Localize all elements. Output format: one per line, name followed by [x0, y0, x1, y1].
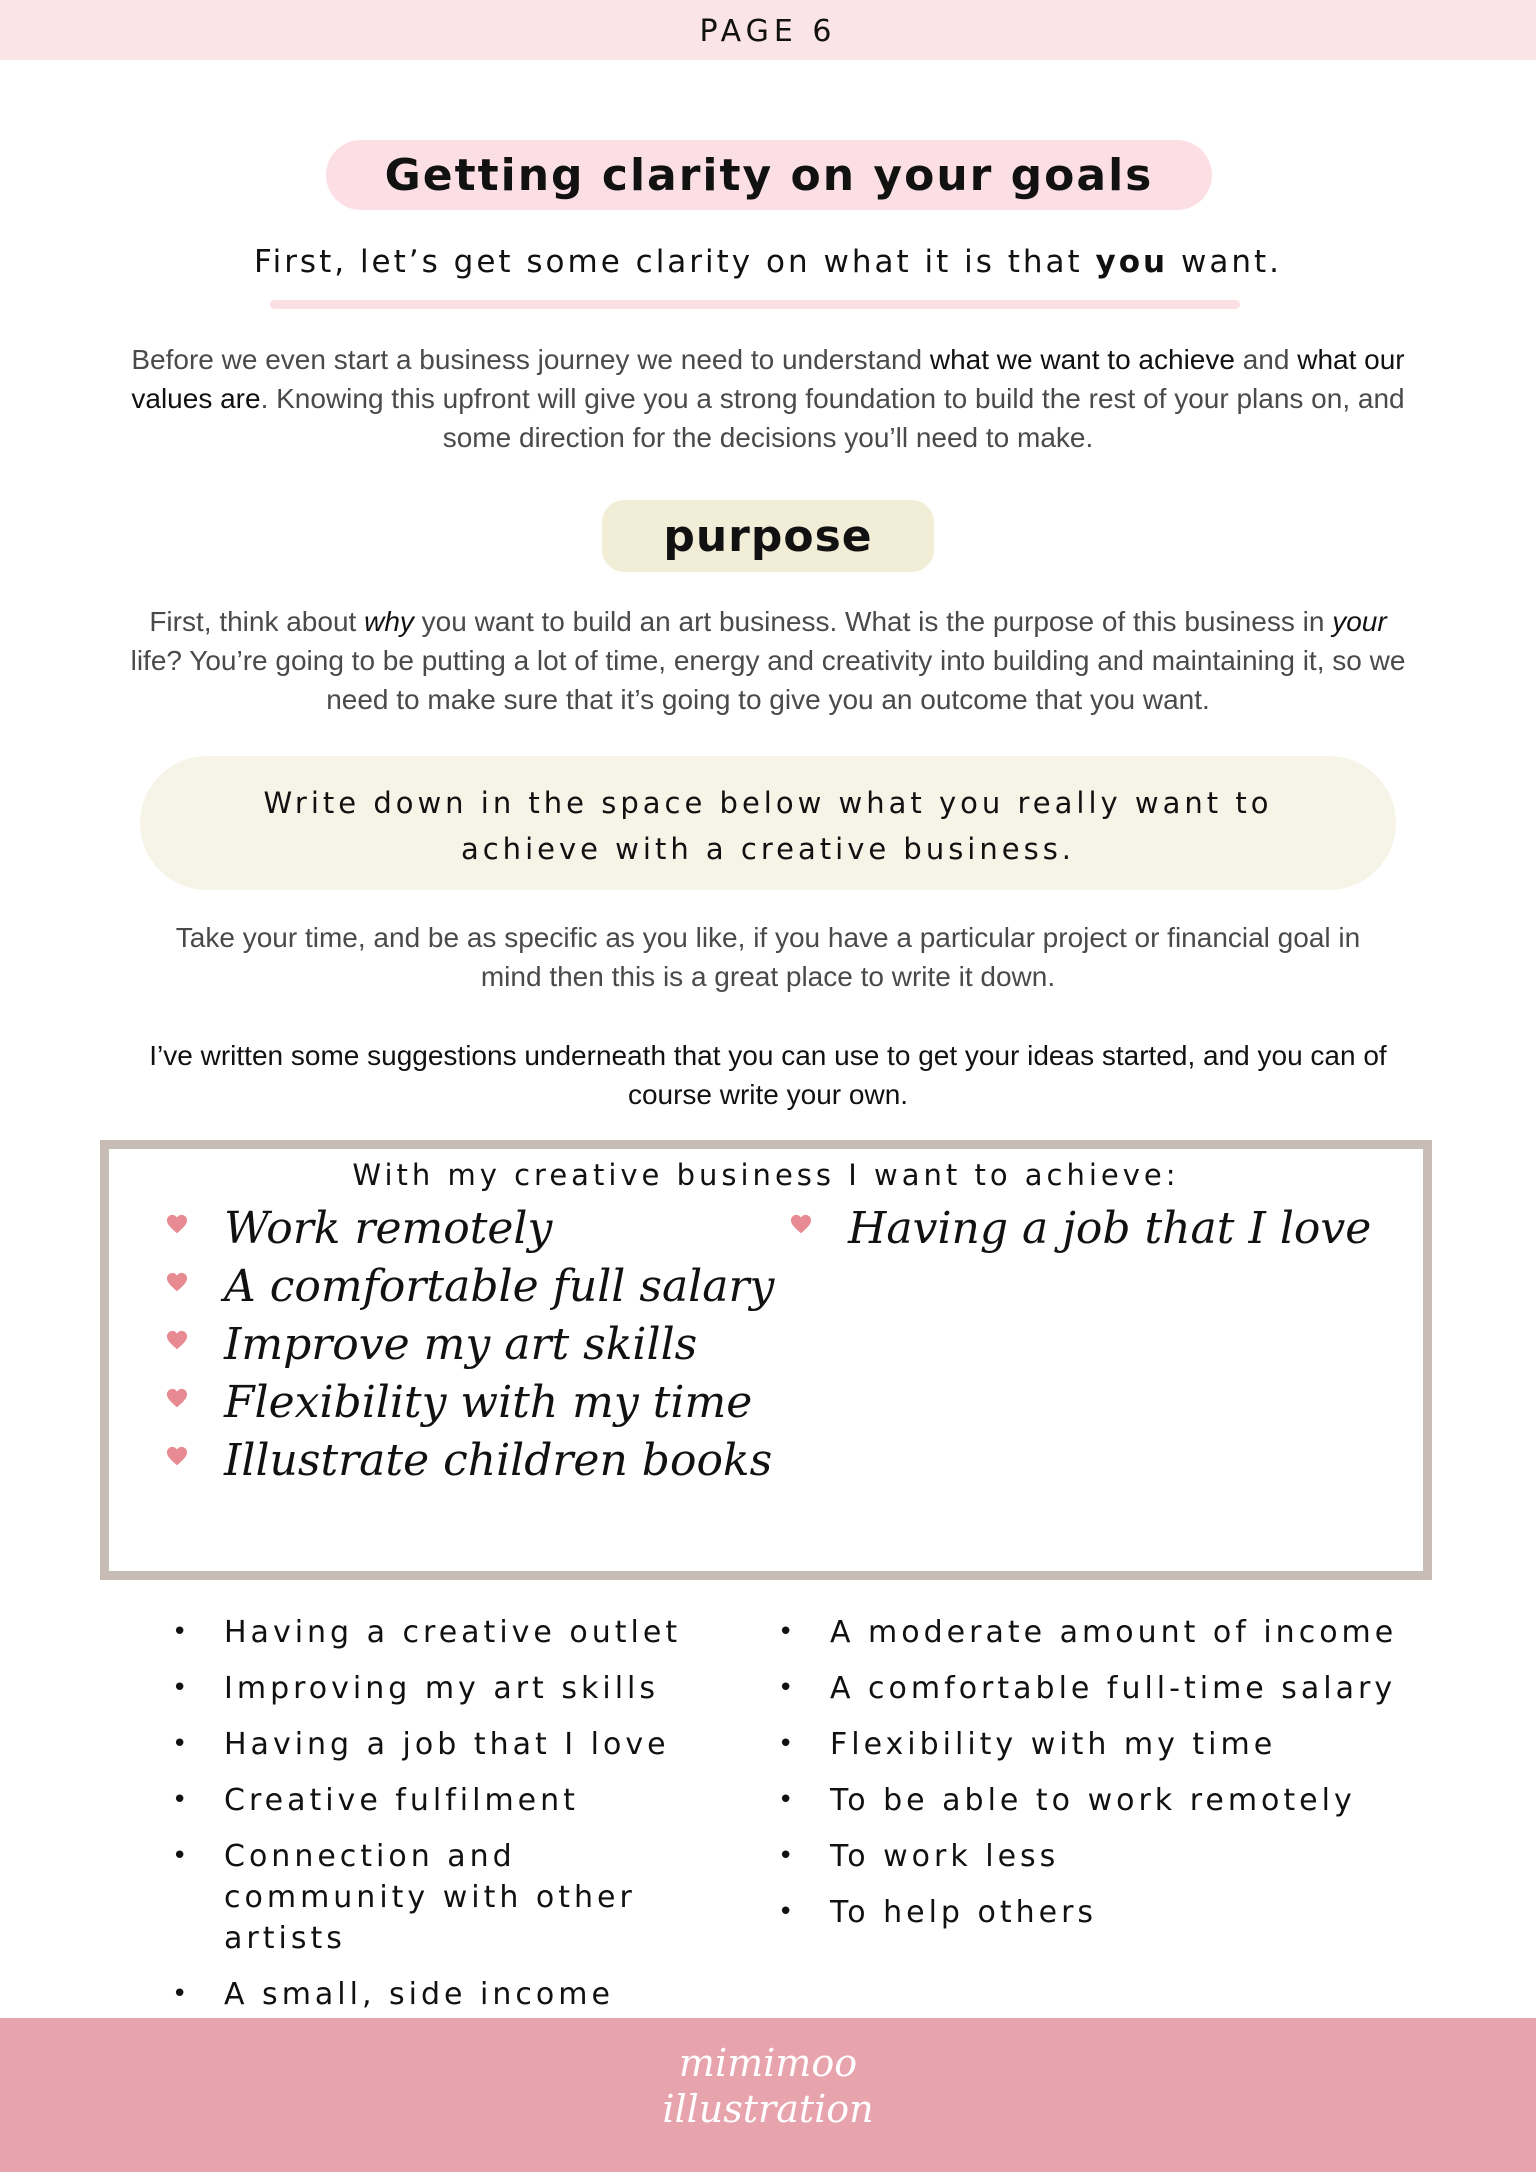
suggestion-text: Improving my art skills	[224, 1671, 659, 1706]
suggestion-text: A moderate amount of income	[830, 1615, 1398, 1650]
suggestion-text: A comfortable full-time salary	[830, 1671, 1397, 1706]
written-goal	[166, 1200, 774, 1258]
suggestion-item	[172, 1780, 732, 1821]
bullet-icon: •	[172, 1673, 192, 1703]
suggestion-item	[172, 1974, 732, 2015]
heart-icon	[166, 1330, 188, 1352]
bullet-icon: •	[778, 1897, 798, 1927]
title-highlight	[326, 140, 1212, 210]
suggestion-item	[172, 1668, 732, 1709]
bullet-icon: •	[778, 1673, 798, 1703]
brand-logo	[0, 2040, 1536, 2132]
bullet-icon: •	[778, 1841, 798, 1871]
intro-text-2: and	[1234, 344, 1298, 375]
suggestion-text: Having a job that I love	[224, 1727, 670, 1762]
heart-icon	[166, 1388, 188, 1410]
suggestion-item	[778, 1836, 1398, 1877]
suggestions-left	[172, 1612, 732, 2030]
bullet-icon: •	[778, 1617, 798, 1647]
suggestion-text: Creative fulfilment	[224, 1783, 579, 1818]
subtitle	[0, 244, 1536, 280]
written-goal-text: Improve my art skills	[224, 1319, 698, 1370]
suggestion-item	[172, 1836, 732, 1959]
prompt	[140, 780, 1396, 872]
written-goal-text: Illustrate children books	[224, 1435, 773, 1486]
suggestion-text: Having a creative outlet	[224, 1615, 682, 1650]
purpose-highlight	[602, 500, 934, 572]
subtitle-underline	[270, 300, 1240, 309]
intro-text-1: Before we even start a business journey we need to understand	[131, 344, 930, 375]
written-goal-text: Flexibility with my time	[224, 1377, 753, 1428]
purpose-text-3: life? You’re going to be putting a lot of time, energy and creativity into building and maintaining it, so we need to make sure that it’s going to give you an outcome that you want.	[130, 645, 1406, 715]
suggestion-text: To work less	[830, 1839, 1060, 1874]
suggestion-text: A small, side income	[224, 1977, 614, 2012]
suggestion-item	[172, 1612, 732, 1653]
heart-icon	[166, 1272, 188, 1294]
prompt-line-1: Write down in the space below what you really want to	[263, 786, 1273, 820]
bullet-icon: •	[172, 1729, 192, 1759]
subtitle-emphasis: you	[1095, 244, 1169, 280]
purpose-italic-1: why	[364, 606, 414, 637]
written-goals-left	[166, 1200, 774, 1490]
suggestion-text: Connection and community with other artists	[224, 1839, 636, 1956]
written-goal	[166, 1316, 774, 1374]
suggestions-intro: I’ve written some suggestions underneath that you can use to get your ideas started, and you can of course write your own.	[149, 1040, 1387, 1110]
written-goal	[166, 1258, 774, 1316]
take-time-paragraph: Take your time, and be as specific as you like, if you have a particular project or financial goal in mind then this is a great place to write it down.	[175, 922, 1361, 992]
box-heading: With my creative business I want to achieve:	[352, 1158, 1180, 1192]
written-goal	[166, 1374, 774, 1432]
bullet-icon: •	[778, 1729, 798, 1759]
subtitle-after: want.	[1168, 244, 1282, 280]
written-goal-text: Having a job that I love	[848, 1203, 1372, 1254]
bullet-icon: •	[172, 1617, 192, 1647]
intro-text-3: . Knowing this upfront will give you a strong foundation to build the rest of your plans on, and some direction for the decisions you’ll need to make.	[260, 383, 1405, 453]
page-number: PAGE 6	[699, 14, 837, 49]
heart-icon	[790, 1214, 812, 1236]
suggestion-item	[778, 1892, 1398, 1933]
suggestion-item	[172, 1724, 732, 1765]
written-goal-text: Work remotely	[224, 1203, 553, 1254]
purpose-heading: purpose	[663, 510, 873, 562]
suggestion-text: Flexibility with my time	[830, 1727, 1277, 1762]
suggestions-right	[778, 1612, 1398, 1948]
written-goal	[166, 1432, 774, 1490]
logo-line-1: mimimoo	[678, 2041, 858, 2085]
page-title: Getting clarity on your goals	[384, 149, 1154, 201]
suggestion-item	[778, 1668, 1398, 1709]
intro-bold-1: what we want to achieve	[929, 344, 1235, 375]
written-goal	[790, 1200, 1371, 1258]
subtitle-before: First, let’s get some clarity on what it is that	[254, 244, 1096, 280]
suggestion-item	[778, 1612, 1398, 1653]
heart-icon	[166, 1214, 188, 1236]
purpose-text-2: you want to build an art business. What is the purpose of this business in	[413, 606, 1333, 637]
bullet-icon: •	[172, 1785, 192, 1815]
purpose-paragraph	[130, 602, 1406, 719]
prompt-line-2: achieve with a creative business.	[460, 832, 1076, 866]
suggestion-text: To help others	[830, 1895, 1098, 1930]
purpose-text-1: First, think about	[149, 606, 365, 637]
suggestion-item	[778, 1780, 1398, 1821]
bullet-icon: •	[172, 1841, 192, 1871]
logo-line-2: illustration	[662, 2087, 874, 2131]
intro-paragraph	[130, 340, 1406, 457]
written-goal-text: A comfortable full salary	[224, 1261, 775, 1312]
intro-bold-2: what our values are	[131, 344, 1405, 414]
bullet-icon: •	[778, 1785, 798, 1815]
heart-icon	[166, 1446, 188, 1468]
suggestion-item	[778, 1724, 1398, 1765]
suggestion-text: To be able to work remotely	[830, 1783, 1356, 1818]
written-goals-right	[790, 1200, 1371, 1258]
purpose-italic-2: your	[1332, 606, 1387, 637]
bullet-icon: •	[172, 1979, 192, 2009]
